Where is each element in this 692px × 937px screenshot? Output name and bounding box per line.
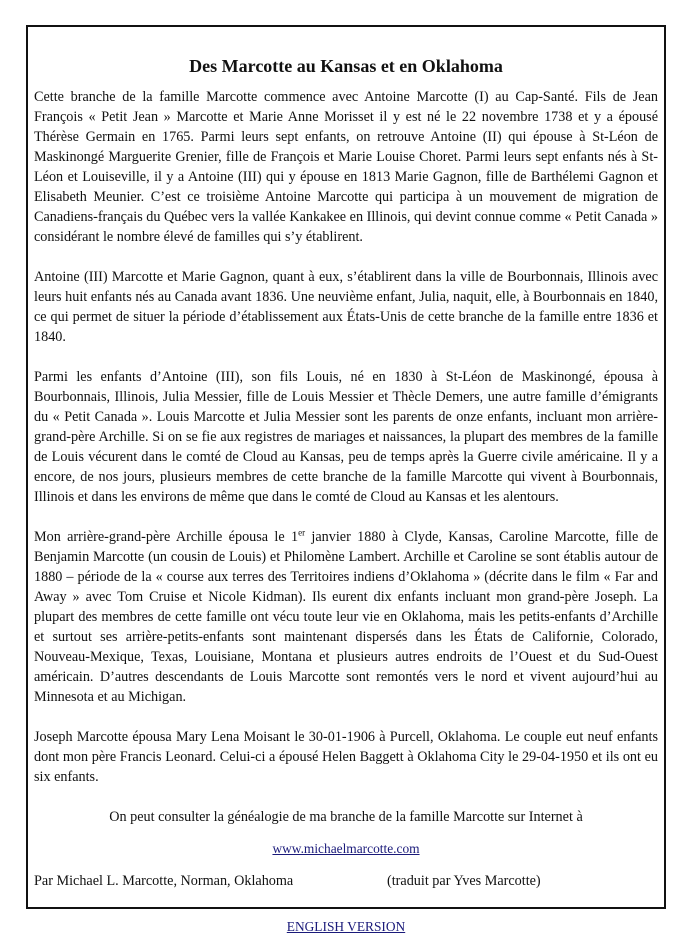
document-content bbox=[34, 27, 658, 937]
author-credit: Par Michael L. Marcotte, Norman, Oklahoma bbox=[34, 873, 294, 889]
consult-text: On peut consulter la généalogie de ma branche de la famille Marcotte sur Internet à bbox=[109, 809, 583, 825]
website-link-row bbox=[34, 839, 658, 859]
paragraph-4-rest: janvier 1880 à Clyde, Kansas, Caroline Marcotte, fille de Benjamin Marcotte (un cousin de Louis) et Philomène Lambert. Archille et Caroline se sont établis autour de 1880 – période de la « course aux terres des Territoires indiens d’Oklahoma » (décrite dans le film « Far and Away » avec Tom Cruise et Nicole Kidman). Ils eurent dix enfants incluant mon grand-père Joseph. La plupart des membres de cette famille ont vécu toute leur vie en Oklahoma, mais les petits-enfants d’Archille et surtout ses arrière-petits-enfants sont maintenant dispersés dans les États de Californie, Colorado, Nouveau-Mexique, Texas, Louisiane, Montana et plusieurs autres endroits de l’Ouest et du Sud-Ouest américain. D’autres descendants de Louis Marcotte sont remontés vers le nord et vivent aujourd’hui au Minnesota et au Michigan. bbox=[34, 529, 658, 705]
paragraph-3: Parmi les enfants d’Antoine (III), son fils Louis, né en 1830 à St-Léon de Maskinongé, épousa à Bourbonnais, Illinois, Julia Messier, fille de Louis Messier et Thècle Demers, une autre famille d’émigrants du « Petit Canada ». Louis Marcotte et Julia Messier sont les parents de onze enfants, incluant mon arrière-grand-père Archille. Si on se fie aux registres de mariages et naissances, la plupart des membres de la famille de Louis vécurent dans le comté de Cloud au Kansas, peu de temps après la Guerre civile américaine. Il y a encore, de nos jours, plusieurs membres de cette branche de la famille Marcotte qui vivent à Bourbonnais, Illinois et dans les environs de même que dans le comté de Cloud au Kansas et les alentours. bbox=[34, 369, 658, 505]
document-frame bbox=[26, 25, 666, 934]
signature-row bbox=[34, 871, 658, 891]
ordinal-superscript: er bbox=[298, 527, 306, 538]
translator-credit: (traduit par Yves Marcotte) bbox=[387, 873, 541, 889]
paragraph-1: Cette branche de la famille Marcotte commence avec Antoine Marcotte (I) au Cap-Santé. Fils de Jean François « Petit Jean » Marcotte et Marie Anne Morisset il y est né le 22 novembre 1738 et y a épousé Thérèse Germain en 1765. Parmi leurs sept enfants, on retrouve Antoine (II) qui épouse à St-Léon de Maskinongé Marguerite Grenier, fille de François et Marie Louise Choret. Parmi leurs sept enfants nés à St-Léon et Louiseville, il y a Antoine (III) qui y épouse en 1813 Marie Gagnon, fille de Barthélemi Gagnon et Elisabeth Meunier. C’est ce troisième Antoine Marcotte qui participa à un mouvement de migration de Canadiens-français du Québec vers la vallée Kankakee en Illinois, qui devint connue comme « Petit Canada » considérant le nombre élevé de familles qui s’y établirent. bbox=[34, 89, 658, 245]
website-link[interactable]: www.michaelmarcotte.com bbox=[272, 841, 420, 856]
paragraph-4-start: Mon arrière-grand-père Archille épousa le 1 bbox=[34, 529, 299, 545]
english-version-link[interactable]: ENGLISH VERSION bbox=[286, 919, 406, 934]
english-version-row bbox=[34, 917, 658, 937]
paragraph-5: Joseph Marcotte épousa Mary Lena Moisant le 30-01-1906 à Purcell, Oklahoma. Le couple eut neuf enfants dont mon père Francis Leonard. Celui-ci a épousé Helen Baggett à Oklahoma City le 29-04-1950 et ils ont eu six enfants. bbox=[34, 729, 658, 785]
paragraph-2: Antoine (III) Marcotte et Marie Gagnon, quant à eux, s’établirent dans la ville de Bourbonnais, Illinois avec leurs huit enfants nés au Canada avant 1836. Une neuvième enfant, Julia, naquit, elle, à Bourbonnais en 1840, ce qui permet de situer la période d’établissement aux États-Unis de cette branche de la famille entre 1836 et 1840. bbox=[34, 269, 658, 345]
paragraph-4 bbox=[34, 527, 658, 707]
page-title: Des Marcotte au Kansas et en Oklahoma bbox=[189, 56, 503, 76]
